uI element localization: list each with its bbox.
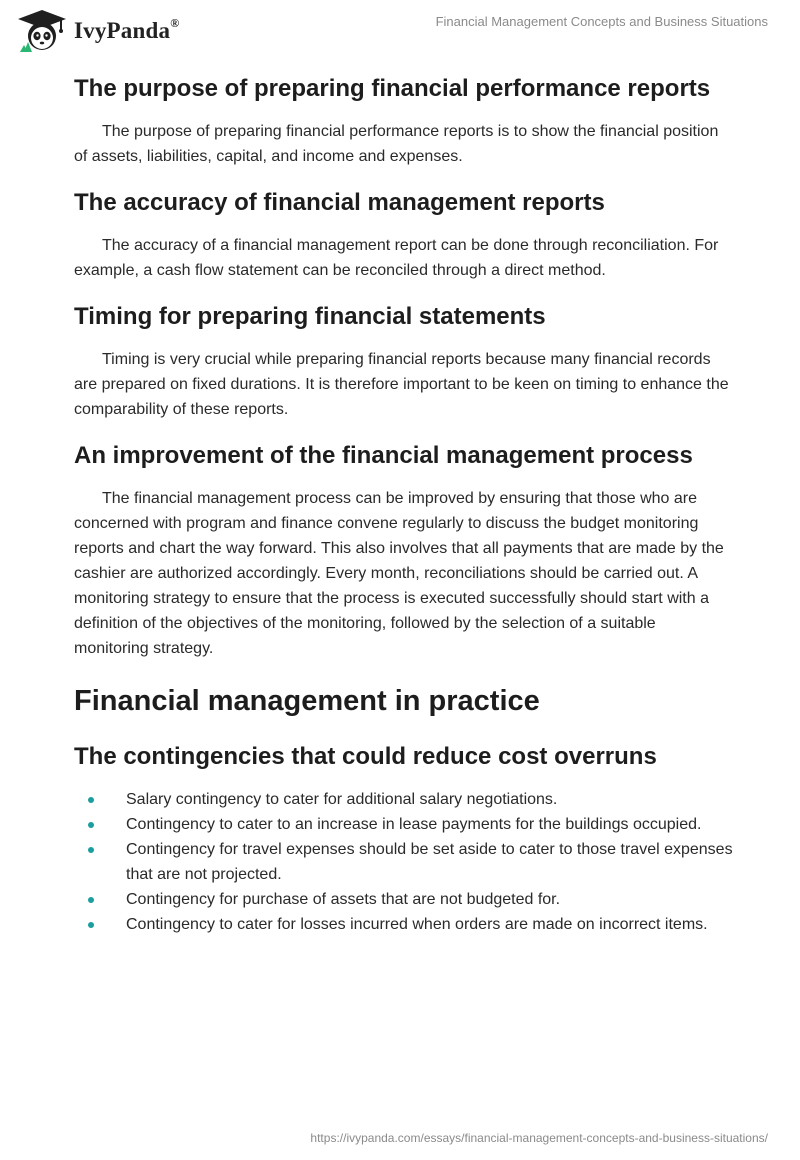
- brand-name: IvyPanda®: [74, 16, 180, 43]
- section-heading-purpose: The purpose of preparing financial performance reports: [74, 75, 711, 102]
- list-item: Contingency to cater to an increase in lease payments for the buildings occupied.: [74, 812, 734, 837]
- page-header: [0, 0, 800, 60]
- bullet-icon: [88, 847, 94, 853]
- document-title: Financial Management Concepts and Business Situations: [435, 14, 768, 29]
- ivypanda-logo[interactable]: [14, 8, 179, 54]
- list-item: Salary contingency to cater for additional salary negotiations.: [74, 787, 734, 812]
- list-item: Contingency for travel expenses should be set aside to cater to those travel expenses that are not projected.: [74, 837, 734, 887]
- section-paragraph-improvement: The financial management process can be improved by ensuring that those who are concerned with program and finance convene regularly to discuss the budget monitoring reports and chart the way forward. This also involves that all payments that are made by the cashier are authorized accordingly. Every month, reconciliations should be carried out. A monitoring strategy to ensure that the process is executed successfully should start with a definition of the objectives of the monitoring, followed by the selection of a suitable monitoring strategy.: [74, 490, 724, 657]
- bullet-icon: [88, 822, 94, 828]
- source-url-link[interactable]: https://ivypanda.com/essays/financial-management-concepts-and-business-situations/: [310, 1131, 768, 1145]
- section-paragraph-timing: Timing is very crucial while preparing financial reports because many financial records are prepared on fixed durations. It is therefore important to be keen on timing to enhance the comparability of these reports.: [74, 351, 729, 418]
- bullet-icon: [88, 922, 94, 928]
- panda-graduate-icon: [14, 8, 70, 54]
- section-paragraph-purpose: The purpose of preparing financial performance reports is to show the financial position of assets, liabilities, capital, and income and expenses.: [74, 123, 719, 165]
- major-heading: Financial management in practice: [74, 685, 540, 717]
- list-item: Contingency for purchase of assets that are not budgeted for.: [74, 887, 734, 912]
- section-paragraph-accuracy: The accuracy of a financial management report can be done through reconciliation. For example, a cash flow statement can be reconciled through a direct method.: [74, 237, 719, 279]
- section-heading-improvement: An improvement of the financial management process: [74, 442, 693, 469]
- essay-content: [74, 72, 734, 937]
- bullet-icon: [88, 797, 94, 803]
- list-item: Contingency to cater for losses incurred when orders are made on incorrect items.: [74, 912, 734, 937]
- contingency-list: [74, 787, 734, 937]
- section-heading-contingencies: The contingencies that could reduce cost overruns: [74, 743, 657, 770]
- bullet-icon: [88, 897, 94, 903]
- section-heading-timing: Timing for preparing financial statements: [74, 303, 546, 330]
- section-heading-accuracy: The accuracy of financial management reports: [74, 189, 605, 216]
